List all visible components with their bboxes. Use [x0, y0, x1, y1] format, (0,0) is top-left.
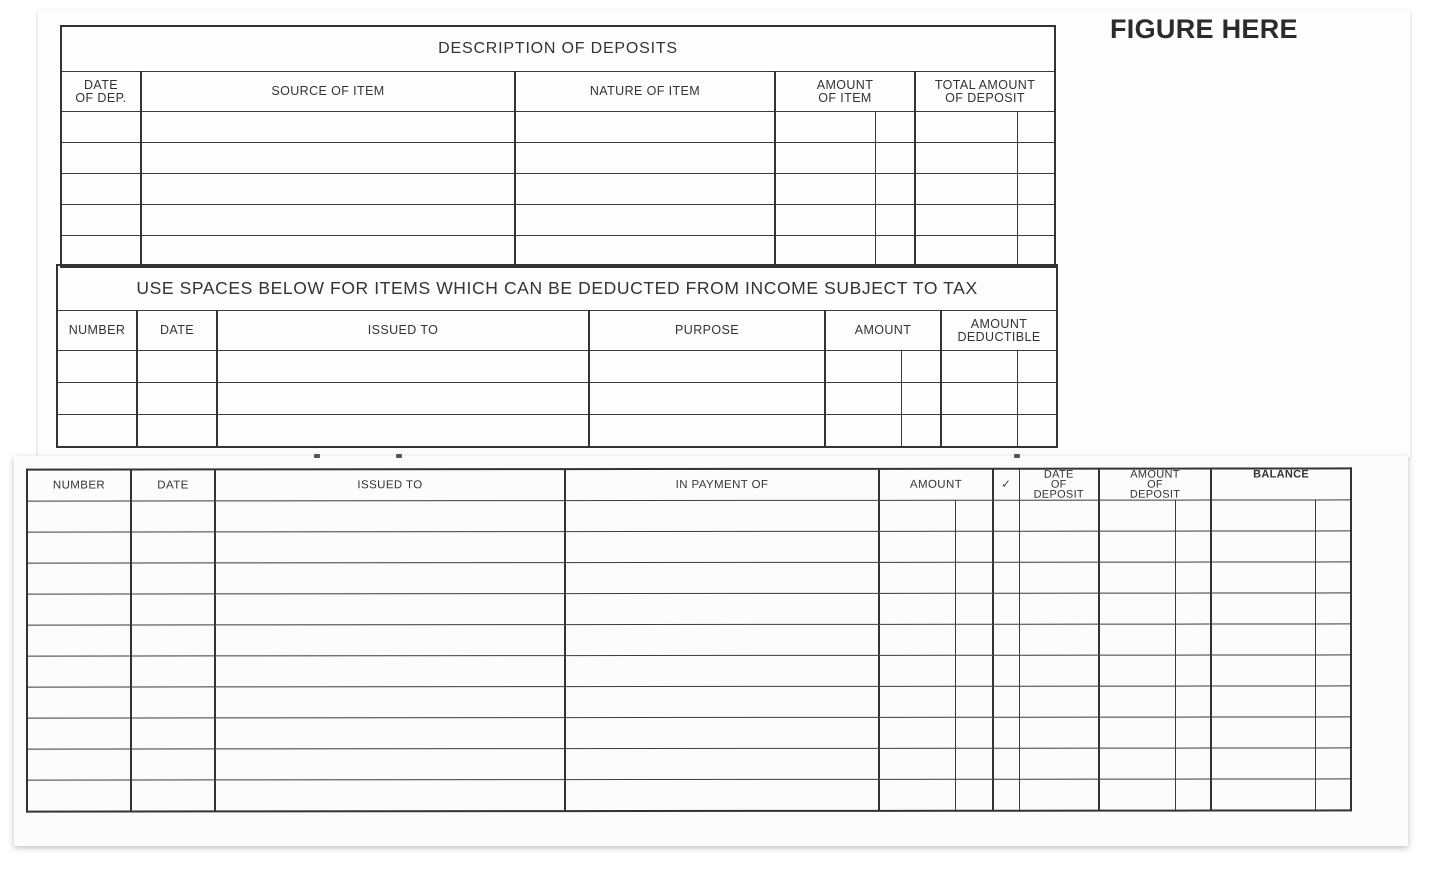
register-row-cell[interactable] [1175, 500, 1211, 531]
deduction-row-cell[interactable] [941, 351, 1017, 383]
col-source-of-item: SOURCE OF ITEM [141, 72, 515, 112]
register-row-cell[interactable] [1211, 593, 1315, 624]
register-row-cell[interactable] [955, 593, 993, 624]
register-row-cell[interactable] [27, 780, 131, 812]
deposit-row-cell[interactable] [61, 143, 141, 174]
register-row-cell[interactable] [131, 532, 215, 563]
deposit-row-cell[interactable] [915, 236, 1017, 268]
register-row-cell[interactable] [879, 655, 955, 686]
register-row-cell[interactable] [1315, 624, 1351, 655]
fold-mark [1014, 454, 1020, 458]
reg-amount-deposit-line3: DEPOSIT [1129, 488, 1181, 501]
deposit-row-cell[interactable] [141, 205, 515, 236]
register-row-cell[interactable] [1175, 686, 1211, 717]
register-row-cell[interactable] [993, 717, 1019, 748]
register-row-cell[interactable] [1019, 686, 1099, 717]
register-row-cell[interactable] [1315, 686, 1351, 717]
register-row-cell[interactable] [993, 779, 1019, 811]
register-row-cell[interactable] [955, 562, 993, 593]
deposit-row-cell[interactable] [515, 236, 775, 268]
register-row-cell[interactable] [1175, 779, 1211, 811]
register-row-cell[interactable] [1019, 624, 1099, 655]
register-row-cell[interactable] [215, 687, 565, 718]
register-row-cell[interactable] [27, 687, 131, 718]
register-row-cell[interactable] [215, 625, 565, 656]
fold-mark [314, 454, 320, 458]
reg-amount-deposit-line1: AMOUNT [1130, 468, 1180, 481]
register-row-cell[interactable] [1315, 500, 1351, 531]
col-purpose: PURPOSE [589, 311, 825, 351]
register-row-cell[interactable] [1211, 531, 1315, 562]
col-amount-deductible-line2: DEDUCTIBLE [957, 329, 1041, 344]
register-row [27, 593, 1351, 625]
register-row-cell[interactable] [1315, 562, 1351, 593]
register-row-cell[interactable] [955, 500, 993, 531]
col-number: NUMBER [57, 311, 137, 351]
register-row-cell[interactable] [993, 500, 1019, 531]
deposit-row-cell[interactable] [141, 112, 515, 143]
register-row-cell[interactable] [955, 531, 993, 562]
deposit-row-cell[interactable] [775, 112, 875, 143]
deduction-row-cell[interactable] [57, 415, 137, 448]
col-date: DATE [137, 311, 217, 351]
register-row-cell[interactable] [215, 594, 565, 625]
deduction-row-cell[interactable] [1017, 415, 1057, 448]
deduction-row-cell[interactable] [901, 351, 941, 383]
fold-mark [396, 454, 402, 458]
deposit-row [61, 205, 1055, 236]
register-row-cell[interactable] [27, 749, 131, 780]
register-row-cell[interactable] [215, 749, 565, 780]
deposit-row-cell[interactable] [515, 112, 775, 143]
register-row-cell[interactable] [1175, 562, 1211, 593]
reg-col-issued-to: ISSUED TO [215, 469, 565, 501]
register-row-cell[interactable] [565, 686, 879, 717]
register-row-cell[interactable] [993, 593, 1019, 624]
register-row-cell[interactable] [1099, 779, 1175, 811]
reg-date-deposit-line3: DEPOSIT [1033, 488, 1084, 501]
register-row-cell[interactable] [131, 501, 215, 532]
register-row-cell[interactable] [565, 779, 879, 811]
register-row-cell[interactable] [215, 656, 565, 687]
register-row-cell[interactable] [27, 532, 131, 563]
register-row [27, 779, 1351, 812]
register-row-cell[interactable] [1211, 624, 1315, 655]
deposit-row-cell[interactable] [141, 143, 515, 174]
deposit-row-cell[interactable] [61, 236, 141, 268]
register-row-cell[interactable] [131, 656, 215, 687]
deposit-row-cell[interactable] [1017, 174, 1055, 205]
col-amount-of-item [775, 72, 915, 112]
register-row-cell[interactable] [955, 624, 993, 655]
register-row-cell[interactable] [1175, 748, 1211, 779]
col-issued-to: ISSUED TO [217, 311, 589, 351]
deposit-row-cell[interactable] [915, 143, 1017, 174]
deposit-row-cell[interactable] [915, 205, 1017, 236]
register-row-cell[interactable] [1211, 779, 1315, 811]
deduction-row-cell[interactable] [589, 415, 825, 448]
deduction-row-cell[interactable] [137, 415, 217, 448]
deduction-row [57, 383, 1057, 415]
register-row-cell[interactable] [215, 501, 565, 532]
deposit-row-cell[interactable] [875, 143, 915, 174]
deposit-row-cell[interactable] [141, 236, 515, 268]
register-row-cell[interactable] [879, 748, 955, 779]
register-row-cell[interactable] [27, 656, 131, 687]
register-row-cell[interactable] [215, 563, 565, 594]
register-row-cell[interactable] [27, 501, 131, 532]
register-row-cell[interactable] [1019, 717, 1099, 748]
col-amount-of-item-line2: OF ITEM [818, 90, 872, 105]
register-row-cell[interactable] [27, 563, 131, 594]
register-row-cell[interactable] [215, 532, 565, 563]
col-amount-of-item-line1: AMOUNT [816, 77, 874, 92]
deduction-row-cell[interactable] [217, 415, 589, 448]
register-row-cell[interactable] [131, 625, 215, 656]
deduction-row-cell[interactable] [1017, 383, 1057, 415]
register-row-cell[interactable] [565, 717, 879, 748]
deposit-row-cell[interactable] [61, 112, 141, 143]
register-row-cell[interactable] [1175, 531, 1211, 562]
deposit-row-cell[interactable] [61, 174, 141, 205]
reg-col-in-payment-of: IN PAYMENT OF [565, 469, 879, 501]
reg-col-amount: AMOUNT [879, 469, 993, 501]
register-row-cell[interactable] [879, 717, 955, 748]
deposit-row-cell[interactable] [915, 174, 1017, 205]
col-amount-deductible [941, 311, 1057, 351]
register-row-cell[interactable] [565, 593, 879, 624]
register-row-cell[interactable] [1175, 593, 1211, 624]
reg-col-number: NUMBER [27, 469, 131, 501]
reg-col-balance: BALANCE [1211, 468, 1351, 500]
register-row-cell[interactable] [1019, 562, 1099, 593]
deposit-row-cell[interactable] [875, 112, 915, 143]
register-row-cell[interactable] [1099, 655, 1175, 686]
register-row-cell[interactable] [1211, 717, 1315, 748]
register-row [27, 500, 1351, 532]
deduction-row-cell[interactable] [901, 383, 941, 415]
register-row [27, 686, 1351, 718]
deposit-row-cell[interactable] [915, 112, 1017, 143]
register-row-cell[interactable] [993, 748, 1019, 779]
register-row-cell[interactable] [879, 624, 955, 655]
register-row-cell[interactable] [1099, 562, 1175, 593]
register-row-cell[interactable] [131, 749, 215, 780]
reg-date-deposit-line2: OF [1050, 478, 1067, 491]
col-date-of-dep-line1: DATE [83, 77, 118, 92]
register-row-cell[interactable] [1019, 655, 1099, 686]
register-row-cell[interactable] [955, 779, 993, 811]
register-row-cell[interactable] [879, 531, 955, 562]
register-row-cell[interactable] [1211, 562, 1315, 593]
col-date-of-dep [61, 72, 141, 112]
register-row-cell[interactable] [1099, 593, 1175, 624]
register-row-cell[interactable] [993, 531, 1019, 562]
register-row-cell[interactable] [955, 717, 993, 748]
register-row-cell[interactable] [1175, 624, 1211, 655]
register-row-cell[interactable] [1175, 655, 1211, 686]
register-row-cell[interactable] [1019, 531, 1099, 562]
deposit-row-cell[interactable] [515, 174, 775, 205]
deposit-row-cell[interactable] [775, 143, 875, 174]
register-row-cell[interactable] [131, 687, 215, 718]
register-row-cell[interactable] [879, 500, 955, 531]
deduction-row-cell[interactable] [941, 415, 1017, 448]
register-row-cell[interactable] [1315, 748, 1351, 779]
register-row [27, 748, 1351, 780]
deduction-row-cell[interactable] [217, 383, 589, 415]
register-row-cell[interactable] [1211, 500, 1315, 531]
reg-date-deposit-line1: DATE [1043, 468, 1074, 481]
register-row-cell[interactable] [993, 624, 1019, 655]
register-row-cell[interactable] [1315, 593, 1351, 624]
register-row-cell[interactable] [1315, 779, 1351, 811]
register-row-cell[interactable] [993, 655, 1019, 686]
register-row-cell[interactable] [1315, 655, 1351, 686]
register-row [27, 624, 1351, 656]
register-row-cell[interactable] [565, 562, 879, 593]
register-row [27, 562, 1351, 594]
register-row-cell[interactable] [1211, 655, 1315, 686]
deposit-row-cell[interactable] [61, 205, 141, 236]
register-row-cell[interactable] [1099, 624, 1175, 655]
register-row-cell[interactable] [1019, 779, 1099, 811]
deposits-table [60, 25, 1056, 268]
register-row-cell[interactable] [27, 594, 131, 625]
deposit-row-cell[interactable] [875, 205, 915, 236]
register-row-cell[interactable] [27, 625, 131, 656]
register-row [27, 531, 1351, 563]
reg-amount-deposit-line2: OF [1147, 478, 1163, 491]
deposit-row [61, 174, 1055, 205]
register-row-cell[interactable] [1099, 686, 1175, 717]
deduction-row-cell[interactable] [1017, 351, 1057, 383]
reg-col-date: DATE [131, 469, 215, 501]
deposit-row-cell[interactable] [875, 236, 915, 268]
deposit-row [61, 112, 1055, 143]
deposit-row-cell[interactable] [775, 236, 875, 268]
col-total-amount-line1: TOTAL AMOUNT [934, 77, 1036, 92]
col-nature-of-item: NATURE OF ITEM [515, 72, 775, 112]
deposit-row-cell[interactable] [1017, 143, 1055, 174]
register-row-cell[interactable] [1211, 686, 1315, 717]
register-row-cell[interactable] [565, 748, 879, 779]
register-row-cell[interactable] [27, 718, 131, 749]
deposit-row-cell[interactable] [1017, 205, 1055, 236]
deduction-row-cell[interactable] [825, 415, 901, 448]
deposit-row-cell[interactable] [775, 205, 875, 236]
col-amount-deductible-line1: AMOUNT [970, 316, 1028, 331]
register-row-cell[interactable] [131, 594, 215, 625]
register-row-cell[interactable] [215, 780, 565, 812]
register-row-cell[interactable] [955, 655, 993, 686]
deduction-row-cell[interactable] [589, 383, 825, 415]
register-row-cell[interactable] [1211, 748, 1315, 779]
register-row-cell[interactable] [1019, 500, 1099, 531]
deposit-row-cell[interactable] [515, 143, 775, 174]
register-row-cell[interactable] [565, 655, 879, 686]
deposit-row-cell[interactable] [775, 174, 875, 205]
deductions-table [56, 264, 1058, 448]
col-date-of-dep-line2: OF DEP. [75, 90, 127, 105]
register-row-cell[interactable] [1019, 593, 1099, 624]
deposit-row-cell[interactable] [1017, 112, 1055, 143]
check-register-table [26, 467, 1352, 812]
deduction-row-cell[interactable] [217, 351, 589, 383]
deduction-row-cell[interactable] [825, 383, 901, 415]
deduction-row [57, 351, 1057, 383]
deduction-row-cell[interactable] [901, 415, 941, 448]
register-row-cell[interactable] [993, 562, 1019, 593]
deduction-row-cell[interactable] [825, 351, 901, 383]
register-row-cell[interactable] [1099, 531, 1175, 562]
register-row-cell[interactable] [131, 563, 215, 594]
register-row-cell[interactable] [1099, 717, 1175, 748]
register-row-cell[interactable] [993, 686, 1019, 717]
deduction-row-cell[interactable] [137, 351, 217, 383]
register-row-cell[interactable] [565, 624, 879, 655]
deposit-row-cell[interactable] [1017, 236, 1055, 268]
register-row-cell[interactable] [565, 500, 879, 531]
figure-label: FIGURE HERE [1110, 14, 1298, 44]
register-row-cell[interactable] [1019, 748, 1099, 779]
register-row-cell[interactable] [565, 531, 879, 562]
register-row [27, 717, 1351, 749]
col-total-amount-line2: OF DEPOSIT [945, 90, 1025, 105]
deposit-row [61, 236, 1055, 268]
register-row-cell[interactable] [1099, 748, 1175, 779]
check-mark-icon: ✓ [993, 469, 1019, 501]
deposit-row-cell[interactable] [141, 174, 515, 205]
deposit-row-cell[interactable] [515, 205, 775, 236]
register-row [27, 655, 1351, 687]
register-row-cell[interactable] [131, 780, 215, 812]
deduction-row-cell[interactable] [57, 383, 137, 415]
deduction-row [57, 415, 1057, 448]
register-row-cell[interactable] [955, 686, 993, 717]
register-row-cell[interactable] [879, 593, 955, 624]
deposits-title: DESCRIPTION OF DEPOSITS [61, 26, 1055, 72]
register-row-cell[interactable] [879, 562, 955, 593]
deposit-row [61, 143, 1055, 174]
reg-col-amount-of-deposit [1099, 469, 1211, 501]
deduction-row-cell[interactable] [941, 383, 1017, 415]
col-total-amount-of-deposit [915, 72, 1055, 112]
register-row-cell[interactable] [1315, 717, 1351, 748]
register-row-cell[interactable] [131, 718, 215, 749]
register-row-cell[interactable] [215, 718, 565, 749]
register-row-cell[interactable] [1175, 717, 1211, 748]
col-amount: AMOUNT [825, 311, 941, 351]
deduction-row-cell[interactable] [137, 383, 217, 415]
deposit-row-cell[interactable] [875, 174, 915, 205]
register-row-cell[interactable] [879, 779, 955, 811]
reg-col-date-of-deposit [1019, 469, 1099, 501]
deduction-row-cell[interactable] [57, 351, 137, 383]
deduction-row-cell[interactable] [589, 351, 825, 383]
register-row-cell[interactable] [1099, 500, 1175, 531]
register-row-cell[interactable] [955, 748, 993, 779]
deductions-title: USE SPACES BELOW FOR ITEMS WHICH CAN BE DEDUCTED FROM INCOME SUBJECT TO TAX [57, 265, 1057, 311]
register-row-cell[interactable] [879, 686, 955, 717]
register-row-cell[interactable] [1315, 531, 1351, 562]
